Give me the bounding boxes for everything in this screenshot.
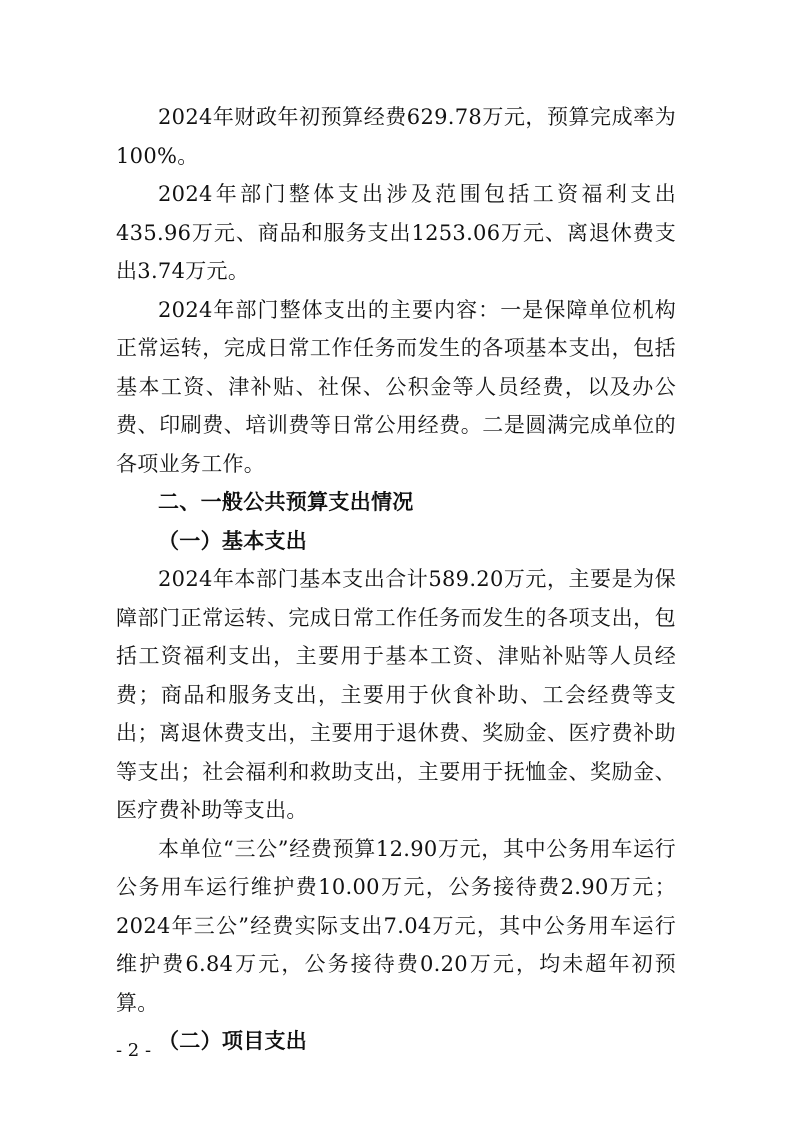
subheading-basic-expenditure: （一）基本支出: [158, 527, 308, 553]
paragraph-basic-expenditure: 2024年本部门基本支出合计589.20万元，主要是为保障部门正常运转、完成日常工作任务而发生的各项支出，包括工资福利支出，主要用于基本工资、津贴补贴等人员经费；商品和服务支出，主要用于伙食补助、工会经费等支出；离退休费支出，主要用于退休费、奖励金、医疗费补助等支出；社会福利和救助支出，主要用于抚恤金、奖励金、医疗费补助等支出。: [116, 567, 676, 822]
document-body: [116, 98, 676, 1061]
section-heading-public-budget: 二、一般公共预算支出情况: [158, 490, 414, 514]
page-number: - 2 -: [116, 1040, 152, 1061]
paragraph-expenditure-content: 2024年部门整体支出的主要内容：一是保障单位机构正常运转，完成日常工作任务而发生的各项基本支出，包括基本工资、津补贴、社保、公积金等人员经费，以及办公费、印刷费、培训费等日常公用经费。二是圆满完成单位的各项业务工作。: [116, 297, 676, 476]
paragraph-budget-completion: 2024年财政年初预算经费629.78万元，预算完成率为100%。: [116, 105, 676, 168]
paragraph-expenditure-scope: 2024年部门整体支出涉及范围包括工资福利支出435.96万元、商品和服务支出1253.06万元、离退休费支出3.74万元。: [116, 182, 676, 283]
subheading-project-expenditure: （二）项目支出: [158, 1028, 308, 1053]
paragraph-three-public-expenses: 本单位“三公”经费预算12.90万元，其中公务用车运行公务用车运行维护费10.00万元，公务接待费2.90万元；2024年三公”经费实际支出7.04万元，其中公务用车运行维护费6.84万元，公务接待费0.20万元，均未超年初预算。: [116, 836, 676, 1015]
